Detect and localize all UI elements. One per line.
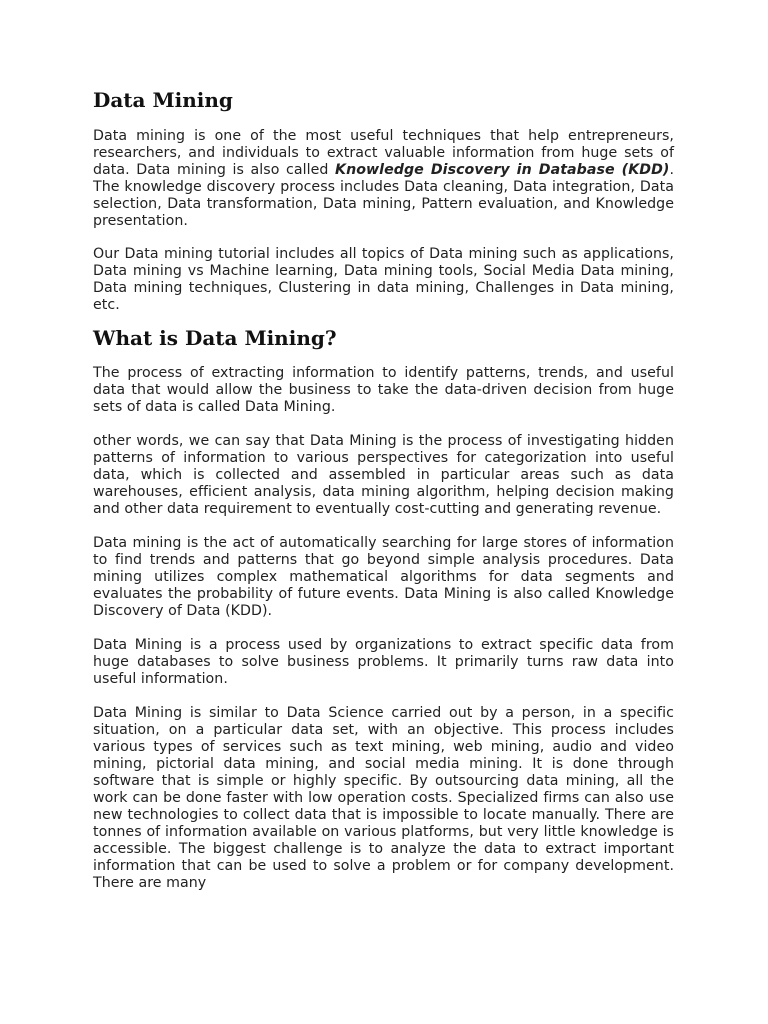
paragraph-data-science: Data Mining is similar to Data Science carried out by a person, in a specific situation, on a particular data set, with an objective. This process includes various types of services such as text mining, web mining, audio and video mining, pictorial data mining, and social media mining. It is done through software that is simple or highly specific. By outsourcing data mining, all the work can be done faster with low operation costs. Specialized firms can also use new technologies to collect data that is impossible to locate manually. There are tonnes of information available on various platforms, but very little knowledge is accessible. The biggest challenge is to analyze the data to extract important information that can be used to solve a problem or for company development. There are many [93, 705, 674, 891]
paragraph-organizations: Data Mining is a process used by organizations to extract specific data from huge databases to solve business problems. It primarily turns raw data into useful information. [93, 637, 674, 687]
kdd-emphasis: Knowledge Discovery in Database (KDD) [335, 162, 670, 178]
paragraph-definition: The process of extracting information to identify patterns, trends, and useful data that would allow the business to take the data-driven decision from huge sets of data is called Data Mining. [93, 365, 674, 415]
heading-what-is-data-mining: What is Data Mining? [93, 326, 337, 350]
paragraph-other-words: other words, we can say that Data Mining is the process of investigating hidden patterns of information to various perspectives for categorization into useful data, which is collected and assembled in particular areas such as data warehouses, efficient analysis, data mining algorithm, helping decision making and other data requirement to eventually cost-cutting and generating revenue. [93, 433, 674, 517]
document-body [93, 86, 674, 892]
intro-paragraph [93, 128, 674, 230]
paragraph-automatic-search: Data mining is the act of automatically searching for large stores of information to find trends and patterns that go beyond simple analysis procedures. Data mining utilizes complex mathematical algorithms for data segments and evaluates the probability of future events. Data Mining is also called Knowledge Discovery of Data (KDD). [93, 535, 674, 619]
tutorial-paragraph: Our Data mining tutorial includes all topics of Data mining such as applications, Data mining vs Machine learning, Data mining tools, Social Media Data mining, Data mining techniques, Clustering in data mining, Challenges in Data mining, etc. [93, 246, 674, 313]
intro-text-after: . The knowledge discovery process includes Data cleaning, Data integration, Data selection, Data transformation, Data mining, Pattern evaluation, and Knowledge presentation. [93, 162, 674, 229]
intro-text-before: Data mining is one of the most useful techniques that help entrepreneurs, researchers, and individuals to extract valuable information from huge sets of data. Data mining is also called [93, 128, 674, 178]
heading-data-mining: Data Mining [93, 88, 233, 112]
